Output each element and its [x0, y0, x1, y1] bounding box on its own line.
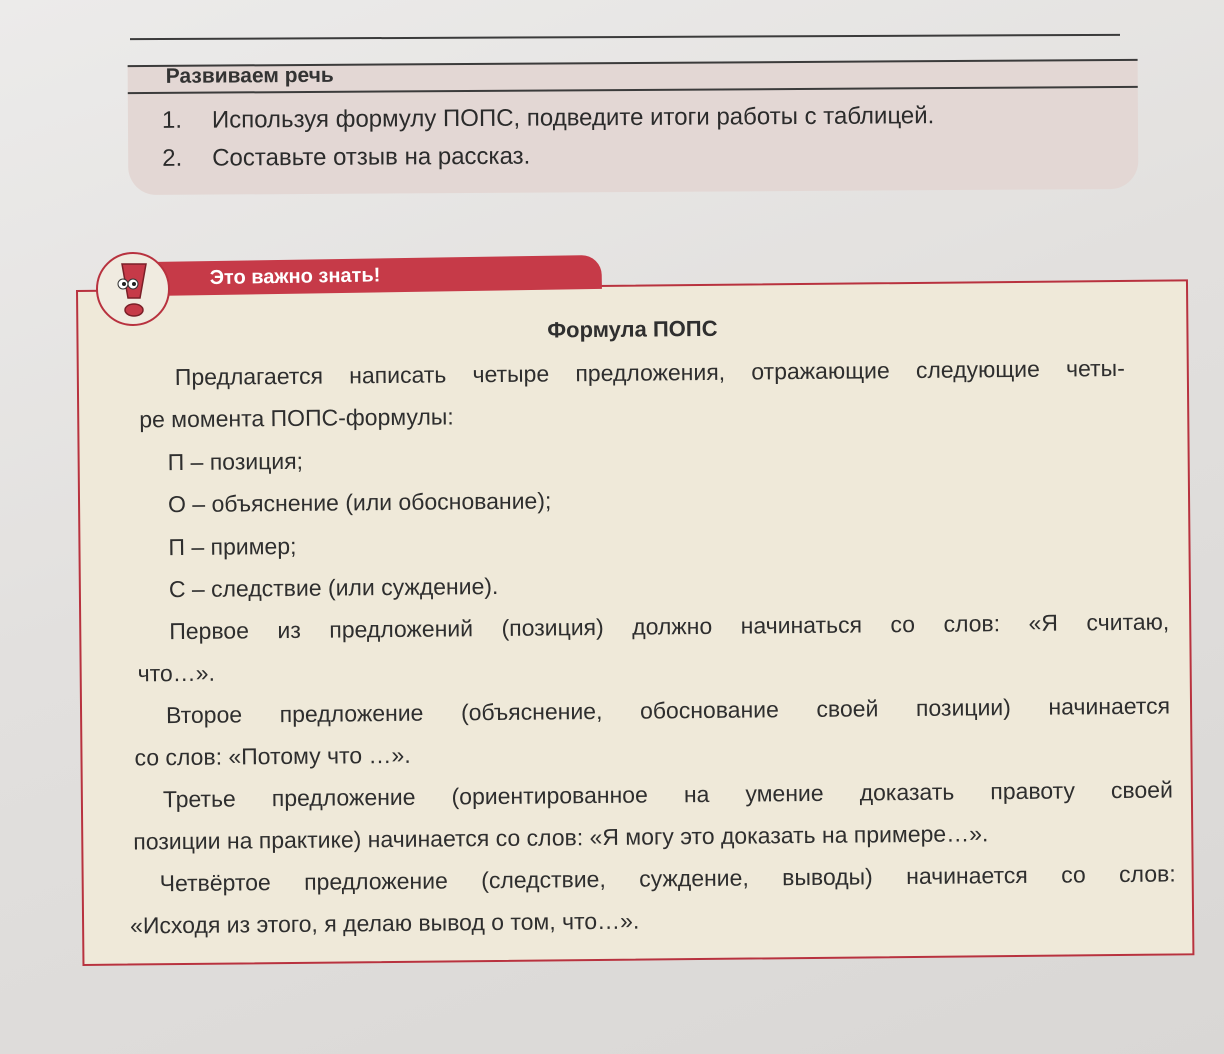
important-banner: [149, 255, 601, 296]
task-number: 1.: [161, 106, 183, 134]
speech-development-section: [128, 59, 1139, 195]
formula-item: П – позиция;: [167, 447, 304, 476]
box-title: Формула ПОПС: [547, 315, 718, 343]
task-number: 2.: [162, 144, 183, 172]
paragraph-line: что…».: [137, 659, 216, 687]
formula-item: С – следствие (или суждение).: [168, 572, 499, 603]
task-text: Составьте отзыв на рассказ.: [212, 142, 531, 172]
banner-label: Это важно знать!: [209, 264, 381, 290]
task-text: Используя формулу ПОПС, подведите итоги работы с таблицей.: [211, 102, 935, 134]
task-item: [162, 102, 935, 135]
paragraph-line: Предлагается написать четыре предложения, отражающие следующие четы-: [174, 354, 1125, 391]
top-rule: [130, 34, 1120, 40]
info-box: [76, 279, 1194, 966]
paragraph-line: Третье предложение (ориентированное на умение доказать правоту своей: [162, 776, 1173, 813]
paragraph-line: ре момента ПОПС-формулы:: [139, 403, 454, 433]
paragraph-line: со слов: «Потому что …».: [134, 741, 411, 771]
formula-item: О – объяснение (или обоснование);: [167, 487, 552, 518]
paragraph-line: Первое из предложений (позиция) должно начинаться со слов: «Я считаю,: [169, 608, 1170, 645]
formula-item: П – пример;: [168, 532, 297, 561]
paragraph-line: Четвёртое предложение (следствие, суждение, выводы) начинается со слов:: [159, 860, 1176, 897]
exclamation-mascot-icon: [96, 252, 170, 326]
paragraph-line: позиции на практике) начинается со слов: «Я могу это доказать на примере…».: [133, 820, 989, 855]
paragraph-line: Второе предложение (объяснение, обоснование своей позиции) начинается: [165, 692, 1171, 729]
task-item: [162, 143, 530, 173]
paragraph-line: «Исходя из этого, я делаю вывод о том, что…».: [129, 907, 640, 939]
section-title: Развиваем речь: [165, 63, 334, 88]
